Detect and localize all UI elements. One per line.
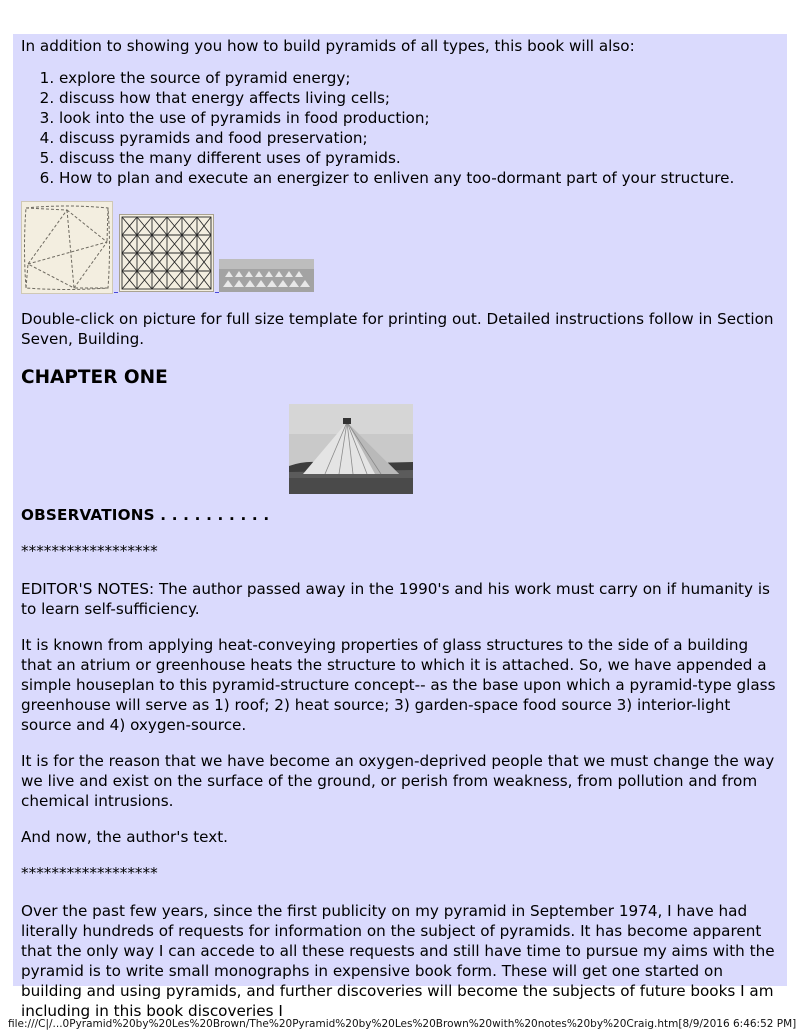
pyramid-fold-template-image[interactable] (21, 201, 113, 294)
list-item: 5. discuss the many different uses of pyramids. (59, 148, 779, 168)
list-item: 1. explore the source of pyramid energy; (59, 68, 779, 88)
chapter-heading: CHAPTER ONE (21, 367, 168, 388)
feature-list (21, 68, 779, 188)
file-path-footer: file:///C|/...0Pyramid%20by%20Les%20Brown/The%20Pyramid%20by%20Les%20Brown%20with%20notes%20by%20Craig.htm[8/9/2016 6:46:52 PM] (8, 1018, 797, 1030)
template-thumbnails (21, 201, 779, 294)
separator-stars: ****************** (21, 542, 158, 560)
image-link-underline (114, 292, 118, 293)
image-link-underline (215, 292, 219, 293)
page-content (13, 34, 787, 1020)
observations-heading: OBSERVATIONS . . . . . . . . . . (21, 506, 270, 524)
paragraph: Over the past few years, since the first publicity on my pyramid in September 1974, I have had literally hundreds of requests for information on the subject of pyramids. It has become apparent that the only way I can accede to all these requests and still have time to pursue my aims with the pyramid is to write small monographs in expensive book form. These will get one started on building and using pyramids, and further discoveries will become the subjects of future books I am including in this book discoveries I (21, 902, 775, 1020)
pyramid-greenhouse-photo (289, 404, 413, 494)
paragraph: It is known from applying heat-conveying properties of glass structures to the side of a building that an atrium or greenhouse heats the structure to which it is attached. So, we have appended a simple houseplan to this pyramid-structure concept-- as the base upon which a pyramid-type glass greenhouse will serve as 1) roof; 2) heat source; 3) garden-space food source 3) interior-light source and 4) oxygen-source. (21, 636, 776, 734)
pyramid-array-photo[interactable] (219, 259, 314, 292)
template-caption: Double-click on picture for full size template for printing out. Detailed instructions follow in Section Seven, Building. (21, 310, 774, 348)
list-item: 6. How to plan and execute an energizer to enliven any too-dormant part of your structure. (59, 168, 779, 188)
separator-stars: ****************** (21, 864, 158, 882)
list-item: 3. look into the use of pyramids in food production; (59, 108, 779, 128)
list-item: 2. discuss how that energy affects living cells; (59, 88, 779, 108)
editor-note: EDITOR'S NOTES: The author passed away in the 1990's and his work must carry on if humanity is to learn self-sufficiency. (21, 580, 770, 618)
paragraph: And now, the author's text. (21, 828, 228, 846)
pyramid-grid-template-image[interactable] (119, 214, 214, 292)
observations-row (21, 396, 779, 525)
list-item: 4. discuss pyramids and food preservation; (59, 128, 779, 148)
intro-text: In addition to showing you how to build pyramids of all types, this book will also: (21, 37, 635, 55)
paragraph: It is for the reason that we have become an oxygen-deprived people that we must change the way we live and exist on the surface of the ground, or perish from weakness, from pollution and from chemical intrusions. (21, 752, 775, 810)
